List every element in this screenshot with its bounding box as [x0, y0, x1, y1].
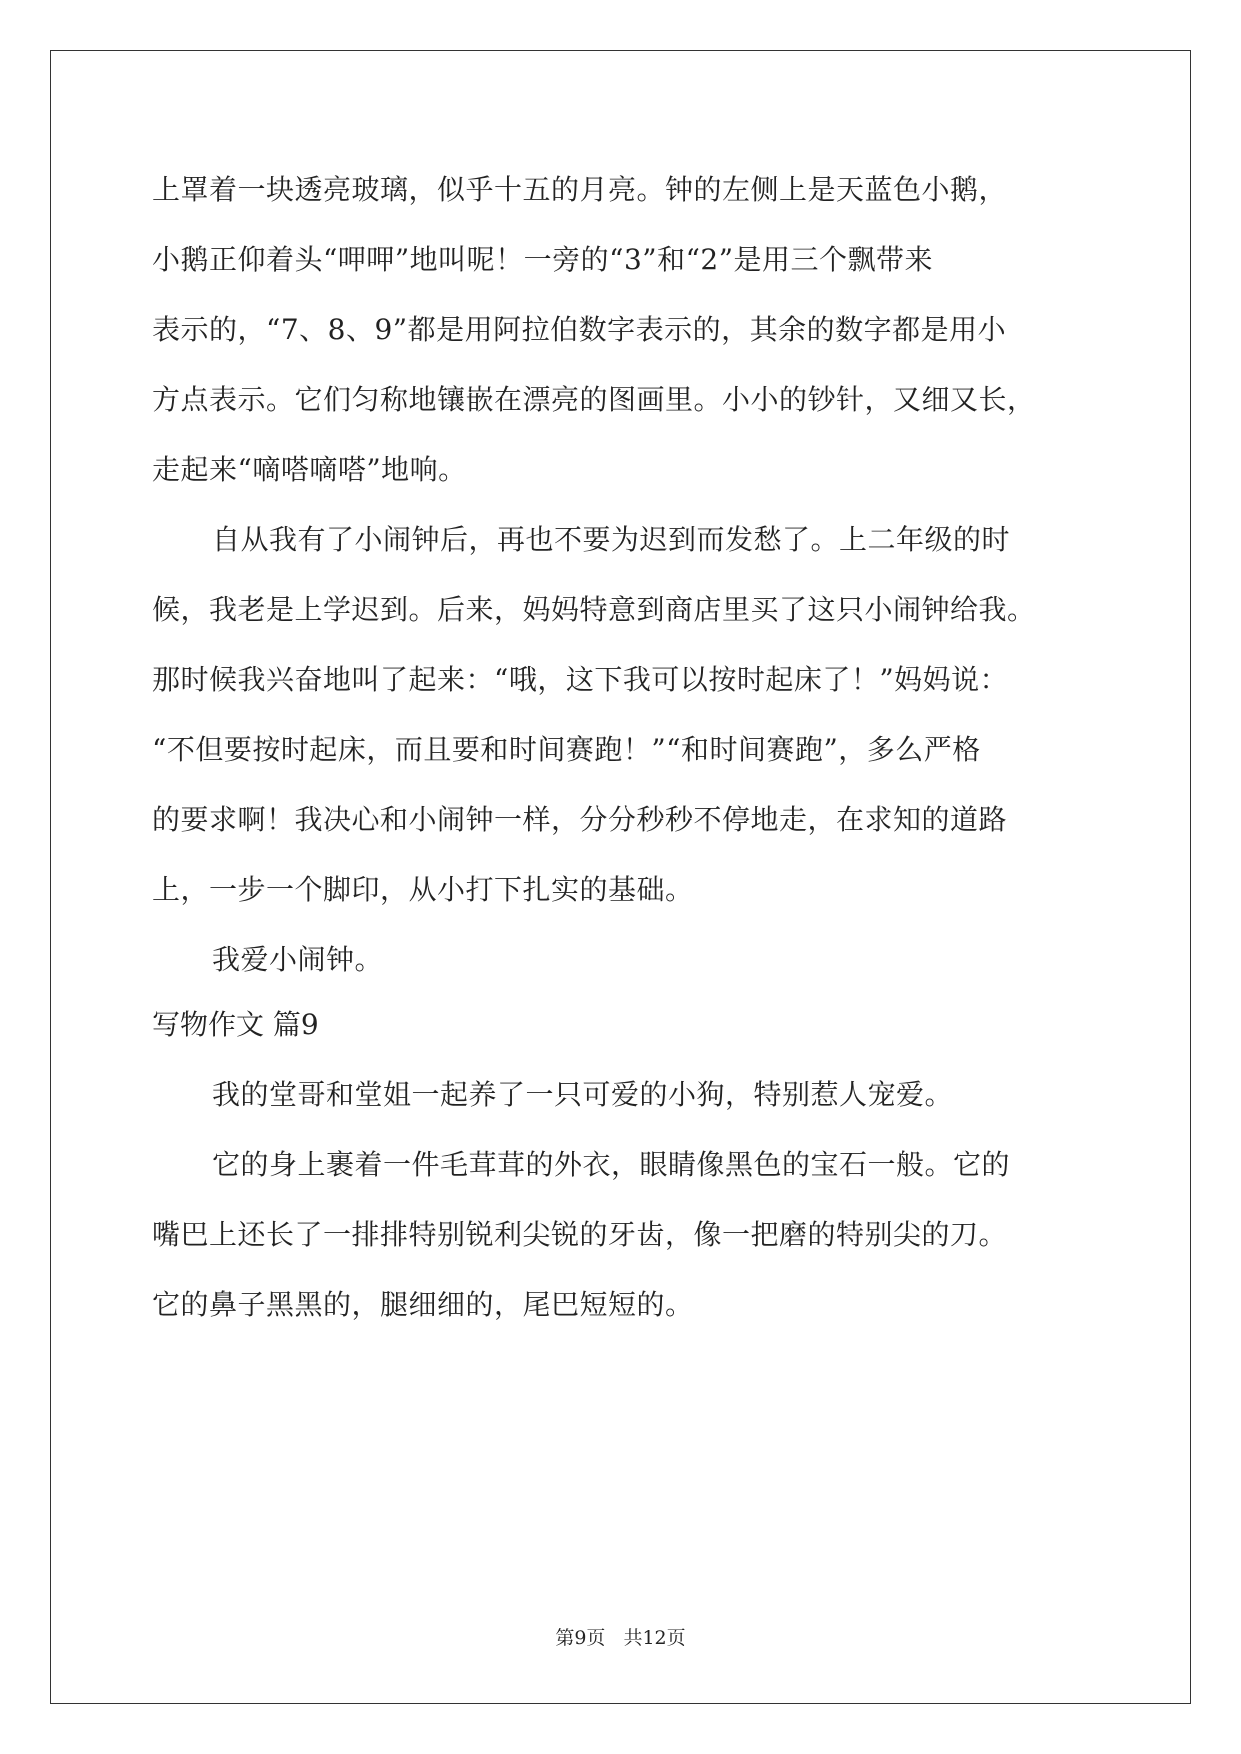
paragraph	[152, 1060, 1112, 1130]
text-line: 我爱小闹钟。	[212, 943, 384, 976]
text-line: 上，一步一个脚印，从小打下扎实的基础。	[152, 873, 694, 906]
text-line: 上罩着一块透亮玻璃，似乎十五的月亮。钟的左侧上是天蓝色小鹅，	[152, 173, 1008, 206]
page-total: 共12页	[623, 1627, 686, 1649]
paragraph	[152, 1130, 1112, 1340]
text-line: 方点表示。它们匀称地镶嵌在漂亮的图画里。小小的钞针，又细又长，	[152, 383, 1036, 416]
text-line: 小鹅正仰着头“呷呷”地叫呢！一旁的“3”和“2”是用三个飘带来	[152, 243, 934, 276]
text-line: 我的堂哥和堂姐一起养了一只可爱的小狗，特别惹人宠爱。	[212, 1078, 954, 1111]
paragraph	[152, 925, 1112, 995]
paragraph-group-top	[152, 155, 1112, 995]
text-line: 表示的，“7、8、9”都是用阿拉伯数字表示的，其余的数字都是用小	[152, 313, 1007, 346]
paragraph-group-bottom	[152, 1060, 1112, 1340]
page-number: 第9页	[555, 1627, 606, 1649]
text-line: 走起来“嘀嗒嘀嗒”地响。	[152, 453, 467, 486]
page-footer	[0, 1623, 1241, 1650]
text-line: 候，我老是上学迟到。后来，妈妈特意到商店里买了这只小闹钟给我。	[152, 593, 1036, 626]
text-line: 嘴巴上还长了一排排特别锐利尖锐的牙齿，像一把磨的特别尖的刀。	[152, 1218, 1008, 1251]
text-line: 它的鼻子黑黑的，腿细细的，尾巴短短的。	[152, 1288, 694, 1321]
paragraph	[152, 505, 1112, 925]
text-line: “不但要按时起床，而且要和时间赛跑！”“和时间赛跑”，多么严格	[152, 733, 981, 766]
text-line: 它的身上裹着一件毛茸茸的外衣，眼睛像黑色的宝石一般。它的	[212, 1148, 1011, 1181]
document-body	[152, 155, 1112, 1340]
section-heading: 写物作文 篇9	[152, 1008, 319, 1041]
text-line: 自从我有了小闹钟后，再也不要为迟到而发愁了。上二年级的时	[212, 523, 1011, 556]
text-line: 那时候我兴奋地叫了起来：“哦，这下我可以按时起床了！”妈妈说：	[152, 663, 1009, 696]
paragraph	[152, 155, 1112, 505]
text-line: 的要求啊！我决心和小闹钟一样，分分秒秒不停地走，在求知的道路	[152, 803, 1008, 836]
